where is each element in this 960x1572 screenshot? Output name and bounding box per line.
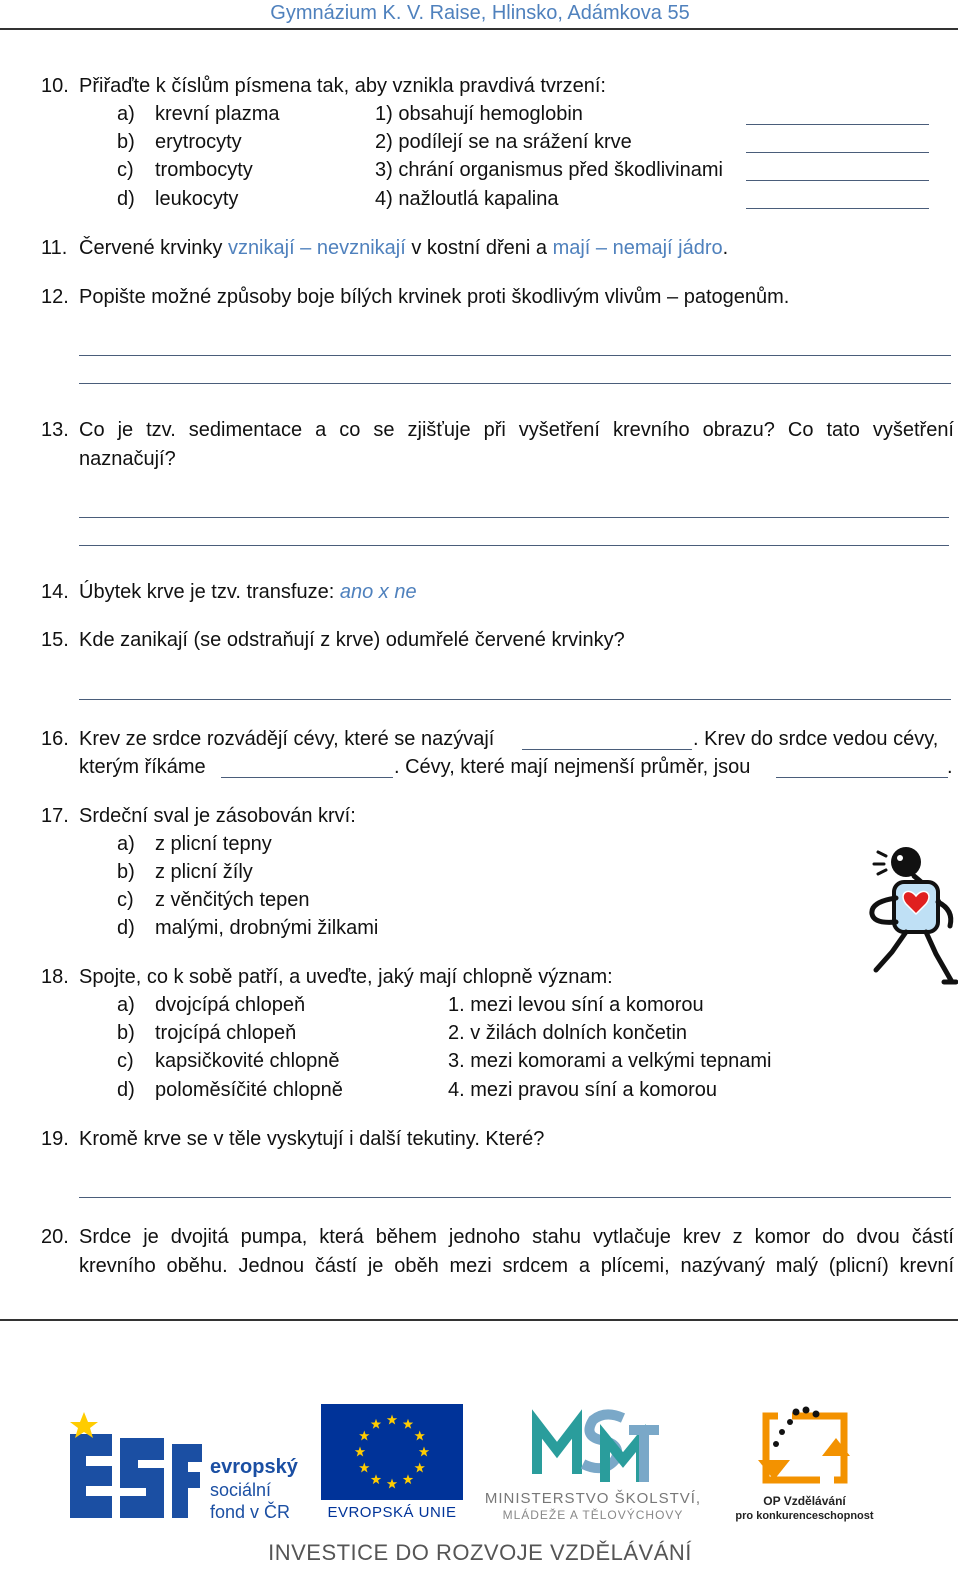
q15-text: Kde zanikají (se odstraňují z krve) odumřelé červené krvinky?: [79, 629, 625, 651]
q16-text-b: . Krev do srdce vedou cévy,: [693, 728, 939, 750]
q16-blank-arteries[interactable]: [522, 749, 692, 750]
q12-number: 12.: [41, 286, 69, 308]
q11-part2: v kostní dřeni a: [405, 237, 553, 259]
q18-text: Spojte, co k sobě patří, a uveďte, jaký mají chlopně význam:: [79, 966, 613, 988]
op-text-1: OP Vzdělávání: [763, 1494, 846, 1508]
q13-answer-line-1[interactable]: [79, 517, 949, 518]
eu-text: EVROPSKÁ UNIE: [327, 1504, 457, 1521]
q13-number: 13.: [41, 419, 69, 441]
q10-letter-b: b): [117, 131, 135, 153]
q10-stmt-2: 2) podílejí se na srážení krve: [375, 131, 632, 153]
eu-flag-icon: [321, 1404, 463, 1500]
esf-logo-mark-icon: [68, 1404, 208, 1524]
q10-stmt-4: 4) nažloutlá kapalina: [375, 188, 559, 210]
q11-sentence: [79, 234, 728, 262]
q20-number: 20.: [41, 1226, 69, 1248]
q10-letter-d: d): [117, 188, 135, 210]
eu-logo: [321, 1404, 463, 1528]
q18-place-4: 4. mezi pravou síní a komorou: [448, 1079, 718, 1101]
q10-term-d: leukocyty: [155, 188, 239, 210]
q19-number: 19.: [41, 1128, 69, 1150]
op-logo: [722, 1404, 887, 1528]
q16-number: 16.: [41, 728, 69, 750]
q16-blank-veins[interactable]: [221, 777, 393, 778]
msmt-text-2: MLÁDEŽE A TĚLOVÝCHOVY: [502, 1508, 684, 1522]
q11-option-origin[interactable]: vznikají – nevznikají: [227, 237, 406, 259]
q17-option-d-letter[interactable]: d): [117, 917, 135, 939]
q20-text-line-1: Srdce je dvojitá pumpa, která během jednoho stahu vytlačuje krev z komor do dvou částí: [79, 1226, 954, 1248]
q18-term-a: dvojcípá chlopeň: [155, 994, 306, 1016]
q16-text-a: Krev ze srdce rozvádějí cévy, které se nazývají: [79, 728, 495, 750]
q13-text: [79, 416, 954, 474]
q18-letter-a: a): [117, 994, 135, 1016]
q11-part3: .: [722, 237, 729, 259]
q20-text: [79, 1223, 954, 1281]
q15-answer-line[interactable]: [79, 699, 951, 700]
q11-part1: Červené krvinky: [79, 237, 228, 259]
q17-option-c[interactable]: z věnčitých tepen: [155, 889, 310, 911]
q15-number: 15.: [41, 629, 69, 651]
q17-option-a-letter[interactable]: a): [117, 833, 135, 855]
q18-letter-d: d): [117, 1079, 135, 1101]
q18-term-d: poloměsíčité chlopně: [155, 1079, 343, 1101]
q18-letter-b: b): [117, 1022, 135, 1044]
q10-answer-blank-3[interactable]: [746, 180, 929, 181]
q18-place-3: 3. mezi komorami a velkými tepnami: [448, 1050, 772, 1072]
esf-text-2: sociální: [210, 1480, 272, 1500]
q10-letter-a: a): [117, 103, 135, 125]
q12-text: Popište možné způsoby boje bílých krvinek proti škodlivým vlivům – patogenům.: [79, 286, 790, 308]
q17-option-b[interactable]: z plicní žíly: [155, 861, 253, 883]
q17-option-d[interactable]: malými, drobnými žilkami: [155, 917, 379, 939]
q14-sentence: [79, 578, 417, 606]
op-logo-mark-icon: [750, 1404, 860, 1488]
footer-slogan: INVESTICE DO ROZVOJE VZDĚLÁVÁNÍ: [268, 1540, 692, 1565]
q19-answer-line[interactable]: [79, 1197, 951, 1198]
q17-option-c-letter[interactable]: c): [117, 889, 134, 911]
msmt-logo: [473, 1404, 713, 1528]
heart-figure-icon: [862, 842, 958, 990]
q10-number: 10.: [41, 75, 69, 97]
q13-answer-line-2[interactable]: [79, 545, 949, 546]
q12-answer-line-2[interactable]: [79, 383, 951, 384]
q18-letter-c: c): [117, 1050, 134, 1072]
q10-stmt-3: 3) chrání organismus před škodlivinami: [375, 159, 723, 181]
q16-blank-capillaries[interactable]: [776, 777, 948, 778]
q17-option-b-letter[interactable]: b): [117, 861, 135, 883]
q10-answer-blank-4[interactable]: [746, 208, 929, 209]
q14-option[interactable]: ano x ne: [339, 581, 417, 603]
q10-answer-blank-2[interactable]: [746, 152, 929, 153]
header-rule: [0, 28, 958, 30]
school-header: Gymnázium K. V. Raise, Hlinsko, Adámkova 55: [270, 2, 690, 24]
q10-stmt-1: 1) obsahují hemoglobin: [375, 103, 583, 125]
q18-place-2: 2. v žilách dolních končetin: [448, 1022, 688, 1044]
esf-text-3: fond v ČR: [210, 1502, 291, 1522]
footer-rule: [0, 1319, 958, 1321]
q11-number: 11.: [41, 237, 68, 259]
q20-text-line-2: krevního oběhu. Jednou částí je oběh mezi srdcem a plícemi, nazývaný malý (plicní) krevní: [79, 1255, 954, 1277]
q17-text: Srdeční sval je zásobován krví:: [79, 805, 356, 827]
q10-answer-blank-1[interactable]: [746, 124, 929, 125]
q16-text-e: .: [947, 756, 953, 778]
q13-text-line-1: Co je tzv. sedimentace a co se zjišťuje při vyšetření krevního obrazu? Co tato vyšetření: [79, 419, 954, 441]
q10-text: Přiřaďte k číslům písmena tak, aby vznikla pravdivá tvrzení:: [79, 75, 606, 97]
q14-text: Úbytek krve je tzv. transfuze:: [79, 581, 340, 603]
q14-number: 14.: [41, 581, 69, 603]
q19-text: Kromě krve se v těle vyskytují i další tekutiny. Které?: [79, 1128, 545, 1150]
q17-option-a[interactable]: z plicní tepny: [155, 833, 272, 855]
q18-number: 18.: [41, 966, 69, 988]
q16-text-d: . Cévy, které mají nejmenší průměr, jsou: [394, 756, 751, 778]
op-text-2: pro konkurenceschopnost: [735, 1510, 874, 1522]
q10-letter-c: c): [117, 159, 134, 181]
msmt-logo-mark-icon: [523, 1404, 663, 1484]
esf-text-1: evropský: [210, 1456, 298, 1478]
msmt-text-1: MINISTERSTVO ŠKOLSTVÍ,: [484, 1490, 702, 1507]
q10-term-a: krevní plazma: [155, 103, 280, 125]
q18-term-b: trojcípá chlopeň: [155, 1022, 297, 1044]
q13-text-line-2: naznačují?: [79, 448, 176, 470]
esf-logo: [68, 1404, 313, 1528]
q18-place-1: 1. mezi levou síní a komorou: [448, 994, 704, 1016]
q18-term-c: kapsičkovité chlopně: [155, 1050, 340, 1072]
q11-option-nucleus[interactable]: mají – nemají jádro: [552, 237, 723, 259]
q16-text-c: kterým říkáme: [79, 756, 206, 778]
q17-number: 17.: [41, 805, 69, 827]
q12-answer-line-1[interactable]: [79, 355, 951, 356]
q10-term-b: erytrocyty: [155, 131, 242, 153]
q10-term-c: trombocyty: [155, 159, 253, 181]
